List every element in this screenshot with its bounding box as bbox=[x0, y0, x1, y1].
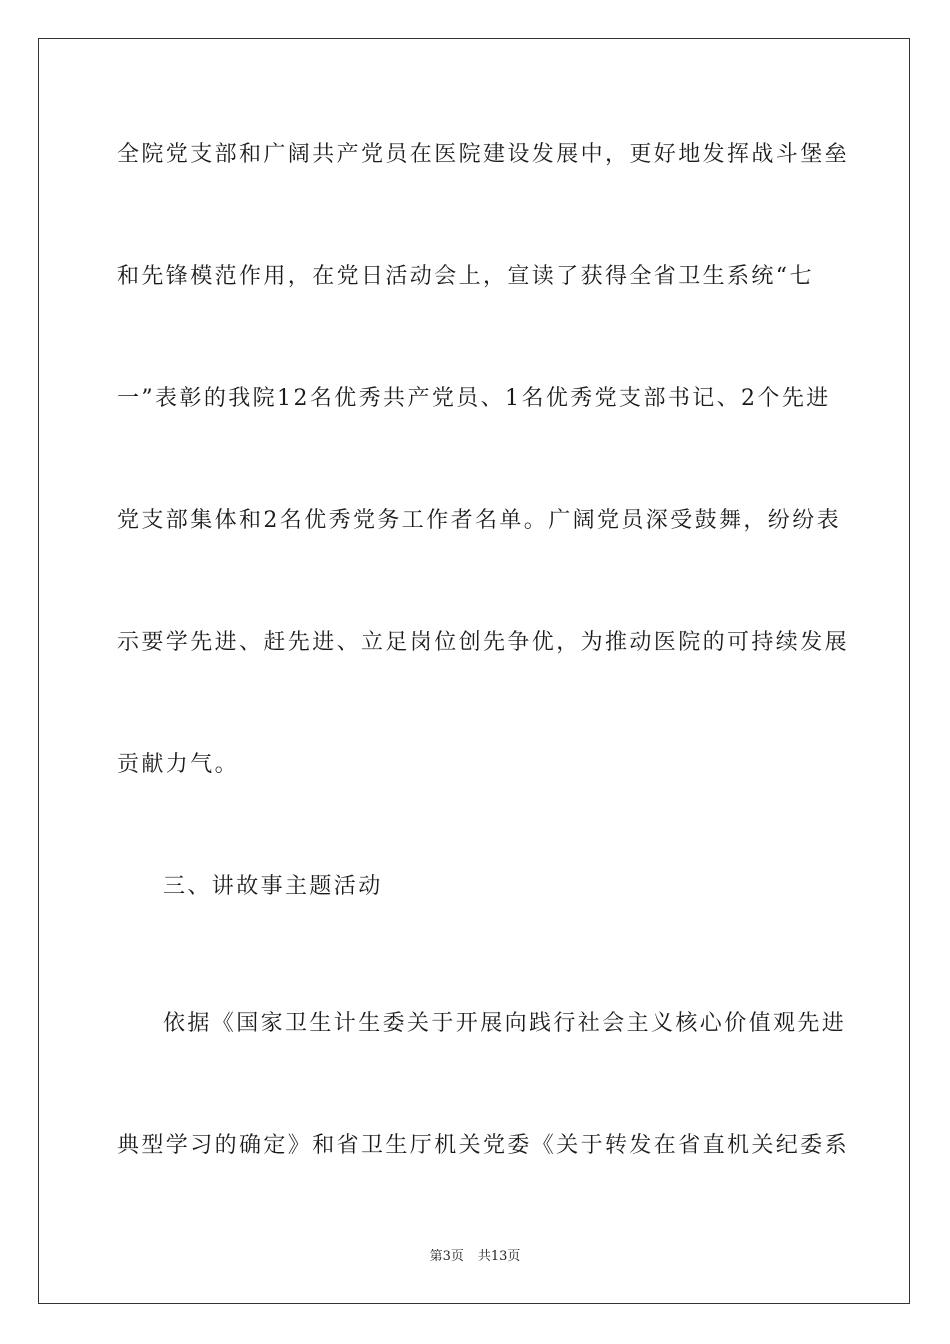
paragraph-line-6: 贡献力气。 bbox=[117, 752, 240, 777]
paragraph-line-4: 党支部集体和2名优秀党务工作者名单。广阔党员深受鼓舞，纷纷表 bbox=[117, 508, 841, 533]
section-heading: 三、讲故事主题活动 bbox=[163, 874, 383, 899]
paragraph-line-2: 和先锋模范作用，在党日活动会上，宣读了获得全省卫生系统“七 bbox=[117, 264, 814, 289]
page-total: 共13页 bbox=[477, 1249, 521, 1264]
page-number: 第3页 bbox=[429, 1249, 464, 1264]
paragraph-line-3: 一”表彰的我院12名优秀共产党员、1名优秀党支部书记、2个先进 bbox=[117, 386, 831, 411]
page-footer bbox=[0, 1248, 950, 1266]
paragraph2-line-1: 依据《国家卫生计生委关于开展向践行社会主义核心价值观先进 bbox=[163, 1011, 847, 1036]
paragraph-line-1: 全院党支部和广阔共产党员在医院建设发展中，更好地发挥战斗堡垒 bbox=[117, 142, 850, 167]
page-border bbox=[38, 38, 910, 1304]
paragraph2-line-2: 典型学习的确定》和省卫生厅机关党委《关于转发在省直机关纪委系 bbox=[117, 1133, 850, 1158]
paragraph-line-5: 示要学先进、赶先进、立足岗位创先争优，为推动医院的可持续发展 bbox=[117, 630, 850, 655]
